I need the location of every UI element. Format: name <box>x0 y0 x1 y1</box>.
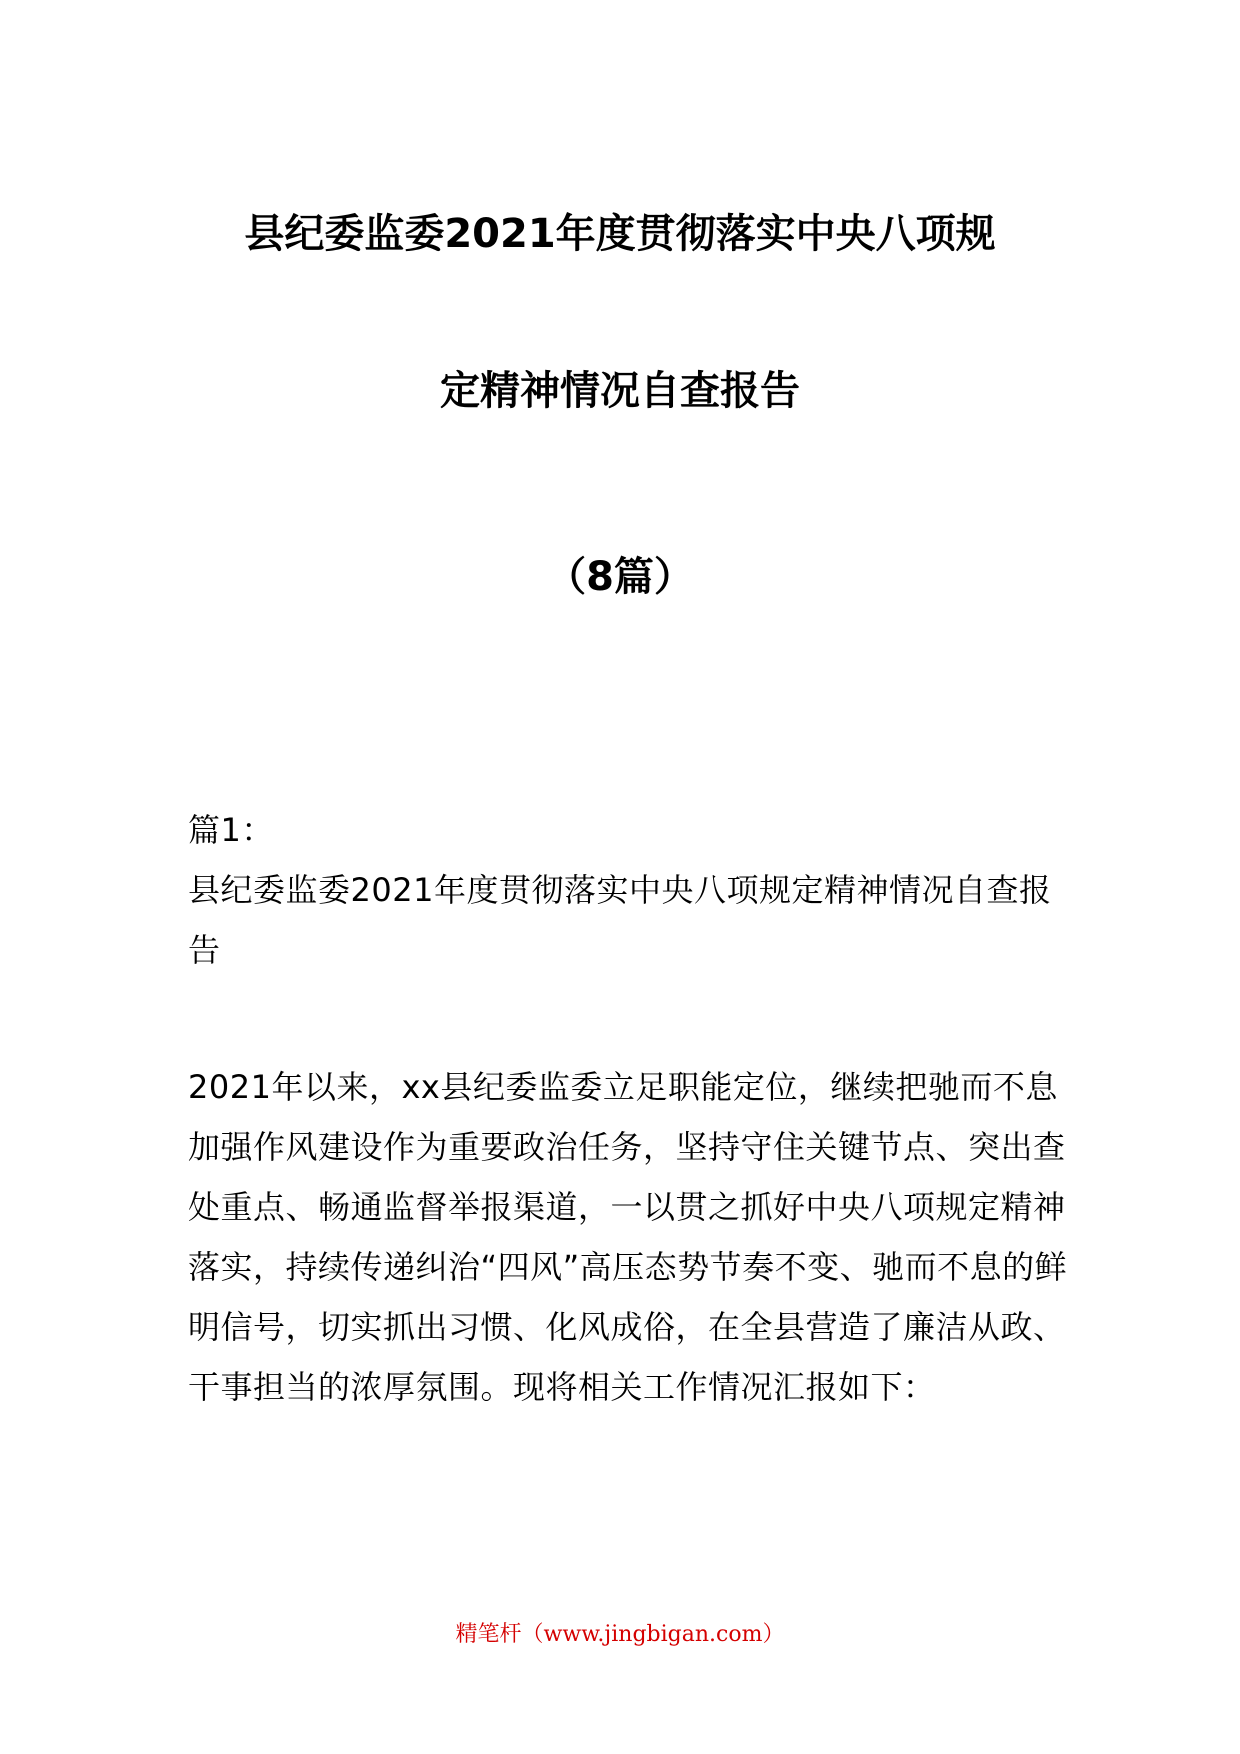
intro-paragraph: 2021年以来，xx县纪委监委立足职能定位，继续把驰而不息加强作风建设作为重要政治任务，坚持守住关键节点、突出查处重点、畅通监督举报渠道，一以贯之抓好中央八项规定精神落实，持续传递纠治“四风”高压态势节奏不变、驰而不息的鲜明信号，切实抓出习惯、化风成俗，在全县营造了廉洁从政、干事担当的浓厚氛围。现将相关工作情况汇报如下： <box>188 1068 1068 1406</box>
document-title-line-1: 县纪委监委2021年度贯彻落实中央八项规 <box>244 211 996 257</box>
document-title-count: （8篇） <box>546 554 694 600</box>
section-label: 篇1： <box>188 811 274 849</box>
footer-watermark: 精笔杆（www.jingbigan.com） <box>455 1622 785 1647</box>
document-title-line-2: 定精神情况自查报告 <box>440 368 800 414</box>
section-title: 县纪委监委2021年度贯彻落实中央八项规定精神情况自查报告 <box>188 871 1052 969</box>
